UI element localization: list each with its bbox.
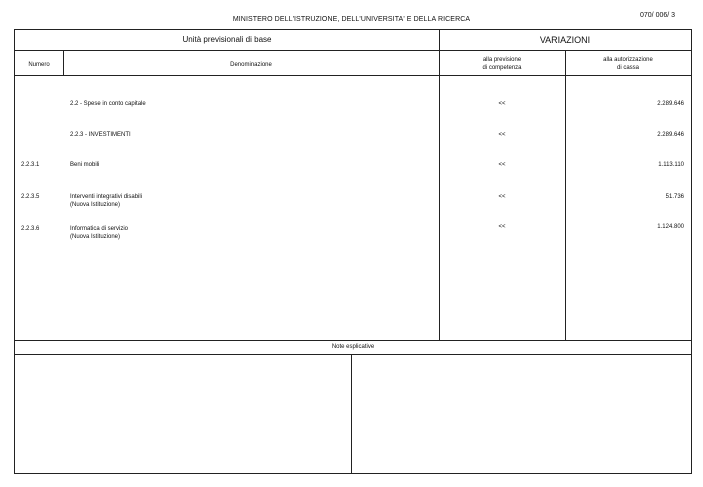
notes-title: Note esplicative [331, 344, 375, 350]
previsione-header-line1: alla previsione [482, 57, 522, 63]
table-row-previsione: << [498, 132, 506, 138]
table-row-previsione: << [498, 101, 506, 107]
table-row-denominazione: Beni mobili [70, 162, 100, 168]
cassa-header [565, 56, 691, 72]
variations-title: VARIAZIONI [539, 35, 591, 45]
table-row-note: (Nuova Istituzione) [70, 202, 121, 208]
page-code: 070/ 006/ 3 [640, 12, 676, 19]
table-row-previsione: << [498, 162, 506, 168]
table-row-denominazione: 2.2 - Spese in conto capitale [70, 101, 146, 107]
notes-right-panel [352, 355, 691, 473]
table-row-note: (Nuova Istituzione) [70, 234, 121, 240]
table-row-numero: 2.2.3.5 [21, 194, 40, 200]
cassa-header-line1: alla autorizzazione [603, 57, 653, 63]
denominazione-header: Denominazione [230, 62, 272, 68]
table-row-cassa: 1.113.110 [658, 162, 684, 168]
cassa-header-line2: di cassa [616, 65, 639, 71]
table-row-previsione: << [498, 194, 506, 200]
table-row-denominazione: Interventi integrativi disabili [70, 194, 143, 200]
previsione-header-line2: di competenza [482, 65, 522, 71]
table-row-cassa: 2.289.646 [657, 101, 684, 107]
numero-header: Numero [28, 62, 50, 68]
previsione-header [439, 56, 565, 72]
table-row-cassa: 51.736 [665, 194, 684, 200]
table-row-denominazione: 2.2.3 - INVESTIMENTI [70, 132, 131, 138]
notes-left-panel [15, 355, 351, 473]
table-row-previsione: << [498, 224, 506, 230]
table-row-cassa: 1.124.800 [657, 224, 684, 230]
table-row-numero: 2.2.3.1 [21, 162, 40, 168]
table-row-cassa: 2.289.646 [657, 132, 684, 138]
ministry-header: MINISTERO DELL'ISTRUZIONE, DELL'UNIVERSITA' E DELLA RICERCA [232, 16, 471, 23]
section-title: Unità previsionali di base [182, 35, 272, 44]
table-row-denominazione: Informatica di servizio [70, 226, 129, 232]
table-row-numero: 2.2.3.6 [21, 226, 40, 232]
table-bottom-divider [15, 340, 691, 341]
variations-divider [439, 30, 440, 340]
header-divider [15, 50, 691, 51]
column-header-divider [15, 75, 691, 76]
